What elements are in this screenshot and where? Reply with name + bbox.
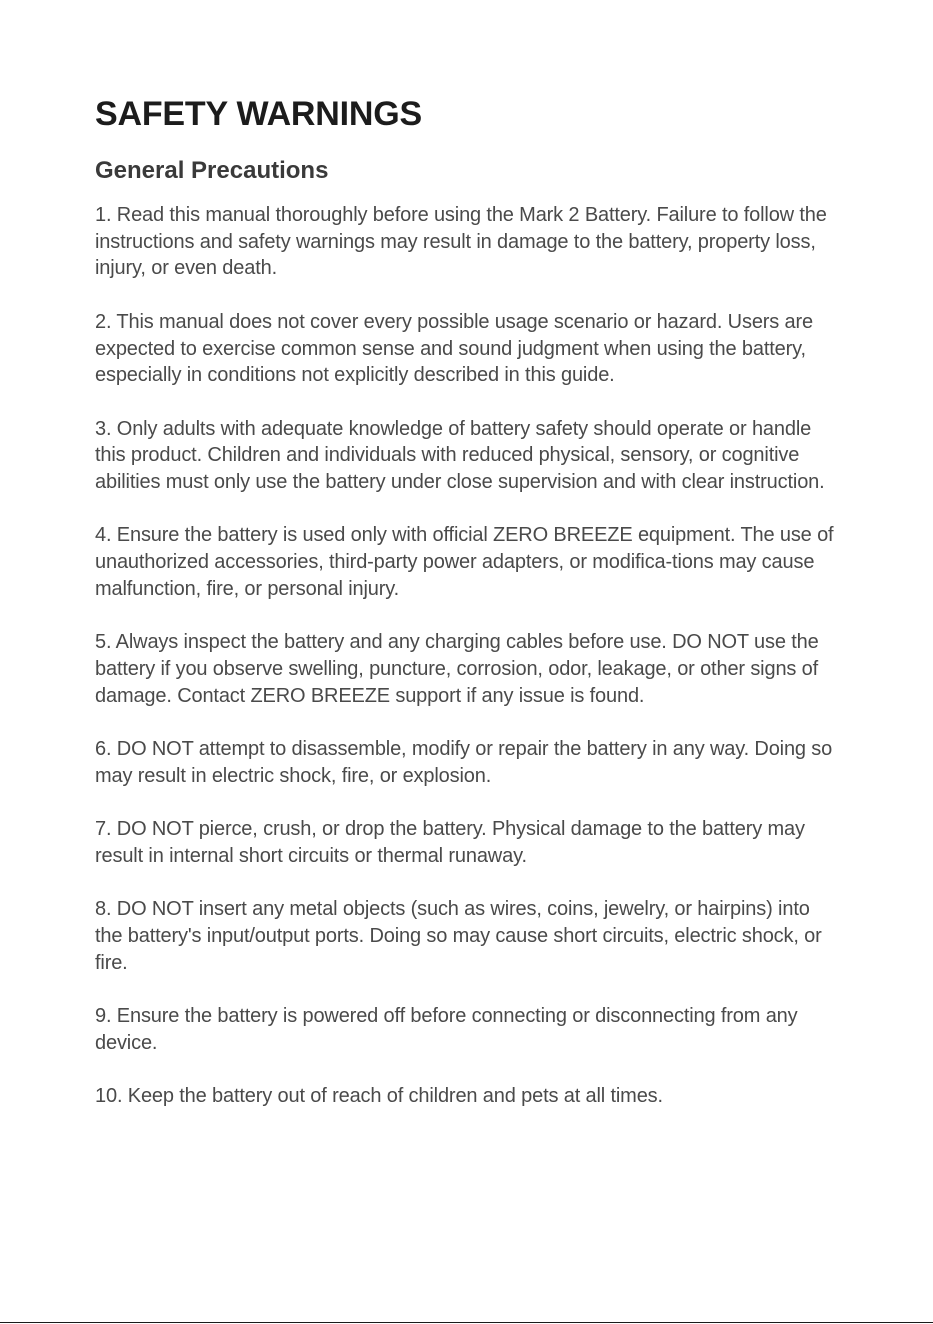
warning-item-5: 5. Always inspect the battery and any charging cables before use. DO NOT use the battery if you observe swelling, puncture, corrosion, odor, leakage, or other signs of damage. Contact ZERO BREEZE support if any issue is found. [95, 631, 819, 707]
warning-item-1: 1. Read this manual thoroughly before using the Mark 2 Battery. Failure to follow the instructions and safety warnings may result in damage to the battery, property loss, injury, or even death. [95, 204, 827, 280]
warning-item-7: 7. DO NOT pierce, crush, or drop the battery. Physical damage to the battery may result in internal short circuits or thermal runaway. [95, 818, 805, 867]
warning-item-3: 3. Only adults with adequate knowledge of battery safety should operate or handle this product. Children and individuals with reduced physical, sensory, or cognitive abilities must only use the battery under close supervision and with clear instruction. [95, 417, 825, 493]
warning-item-8: 8. DO NOT insert any metal objects (such as wires, coins, jewelry, or hairpins) into the battery's input/output ports. Doing so may cause short circuits, electric shock, or fire. [95, 898, 822, 974]
page-title: SAFETY WARNINGS [95, 95, 422, 133]
warning-item-4: 4. Ensure the battery is used only with official ZERO BREEZE equipment. The use of unauthorized accessories, third-party power adapters, or modifica-tions may cause malfunction, fire, or personal injury. [95, 524, 834, 600]
warning-item-10: 10. Keep the battery out of reach of children and pets at all times. [95, 1085, 663, 1108]
footer-divider [0, 1322, 933, 1323]
section-heading: General Precautions [95, 157, 329, 184]
warning-item-2: 2. This manual does not cover every possible usage scenario or hazard. Users are expected to exercise common sense and sound judgment when using the battery, especially in conditions not explicitly described in this guide. [95, 310, 814, 387]
warning-item-6: 6. DO NOT attempt to disassemble, modify or repair the battery in any way. Doing so may result in electric shock, fire, or explosion. [95, 737, 833, 787]
warning-item-9: 9. Ensure the battery is powered off before connecting or disconnecting from any device. [95, 1004, 798, 1054]
manual-page [95, 90, 840, 1136]
warnings-list [95, 202, 840, 1110]
